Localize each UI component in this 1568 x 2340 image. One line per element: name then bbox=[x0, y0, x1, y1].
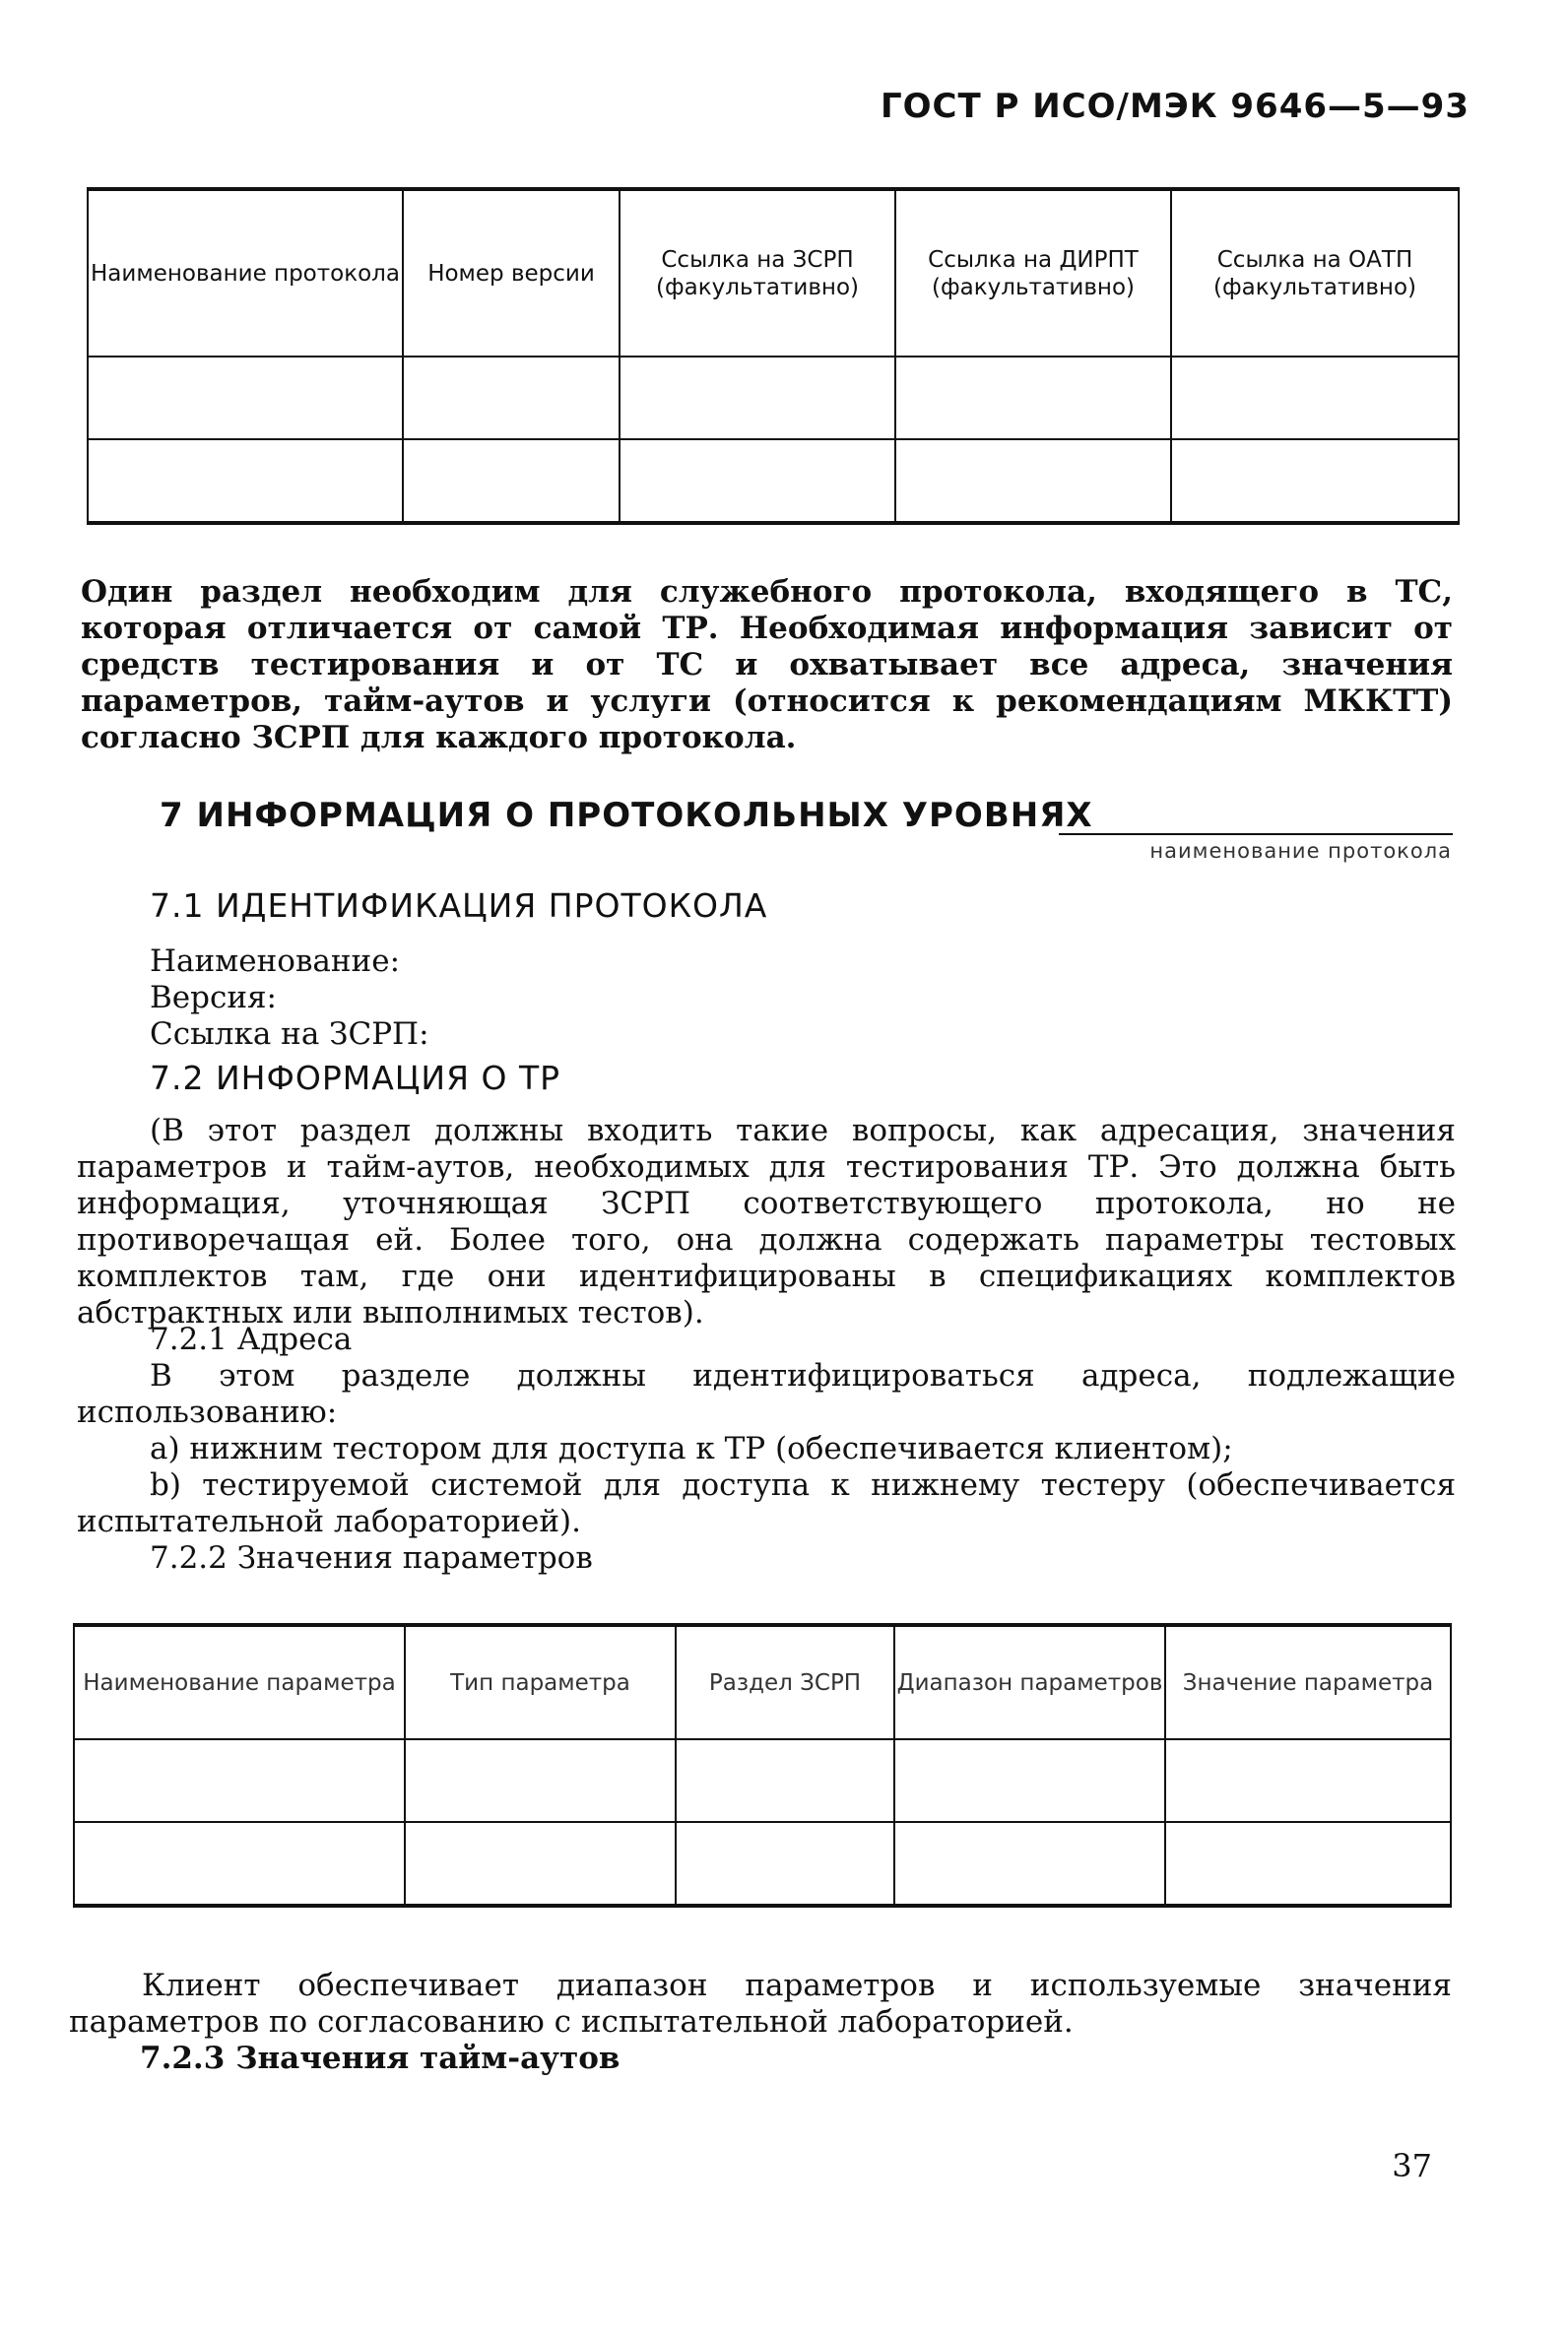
subsection-heading: 7.1 ИДЕНТИФИКАЦИЯ ПРОТОКОЛА bbox=[150, 886, 768, 925]
table-cell bbox=[676, 1739, 894, 1822]
subsection-heading: 7.2.1 Адреса bbox=[150, 1322, 353, 1357]
table-cell bbox=[74, 1739, 405, 1822]
subsection-heading: 7.2.2 Значения параметров bbox=[150, 1540, 593, 1576]
column-header: Наименование параметра bbox=[74, 1625, 405, 1739]
table-cell bbox=[1171, 357, 1459, 439]
table-row bbox=[88, 439, 1459, 523]
table-cell bbox=[405, 1739, 676, 1822]
paragraph: (В этот раздел должны входить такие вопросы, как адресация, значения параметров и тайм-аутов, необходимых для тестирования ТР. Это должна быть информация, уточняющая ЗСРП соответствующего протокола, но не противоречащая ей. Более того, она должна содержать параметры тестовых комплектов там, где они идентифицированы в спецификациях комплектов абстрактных или выполнимых тестов). bbox=[77, 1113, 1456, 1331]
column-header: Номер версии bbox=[403, 189, 620, 357]
column-header: Раздел ЗСРП bbox=[676, 1625, 894, 1739]
table-cell bbox=[88, 439, 403, 523]
subsection-heading: 7.2.3 Значения тайм-аутов bbox=[140, 2041, 621, 2076]
table-cell bbox=[74, 1822, 405, 1906]
underline-field bbox=[1059, 833, 1453, 835]
table-cell bbox=[894, 1739, 1165, 1822]
paragraph: Один раздел необходим для служебного протокола, входящего в ТС, которая отличается от самой ТР. Необходимая информация зависит от средств тестирования и от ТС и охватывает все адреса, значения параметров, тайм-аутов и услуги (относится к рекомендациям МККТТ) согласно ЗСРП для каждого протокола. bbox=[81, 574, 1453, 755]
table-cell bbox=[405, 1822, 676, 1906]
table-cell bbox=[620, 357, 895, 439]
field-label: Ссылка на ЗСРП: bbox=[150, 1016, 429, 1052]
table-cell bbox=[1165, 1739, 1451, 1822]
column-header: Тип параметра bbox=[405, 1625, 676, 1739]
column-header: Ссылка на ДИРПТ (факультативно) bbox=[895, 189, 1171, 357]
subsection-heading: 7.2 ИНФОРМАЦИЯ О ТР bbox=[150, 1059, 561, 1097]
column-header: Значение параметра bbox=[1165, 1625, 1451, 1739]
field-caption: наименование протокола bbox=[1149, 839, 1452, 863]
document-header: ГОСТ Р ИСО/МЭК 9646—5—93 bbox=[880, 87, 1470, 126]
list-item: а) нижним тестором для доступа к ТР (обеспечивается клиентом); bbox=[150, 1431, 1233, 1466]
table-header-row bbox=[88, 189, 1459, 357]
paragraph: Клиент обеспечивает диапазон параметров и используемые значения параметров по согласованию с испытательной лабораторией. bbox=[69, 1968, 1452, 2040]
table-row bbox=[74, 1822, 1451, 1906]
table-cell bbox=[88, 357, 403, 439]
paragraph: В этом разделе должны идентифицироваться адреса, подлежащие использованию: bbox=[77, 1358, 1456, 1430]
parameter-table bbox=[73, 1623, 1452, 1908]
table-cell bbox=[620, 439, 895, 523]
page-number: 37 bbox=[1392, 2147, 1432, 2184]
table-cell bbox=[403, 357, 620, 439]
table-cell bbox=[403, 439, 620, 523]
column-header: Диапазон параметров bbox=[894, 1625, 1165, 1739]
field-label: Версия: bbox=[150, 980, 277, 1015]
table-header-row bbox=[74, 1625, 1451, 1739]
table-cell bbox=[1165, 1822, 1451, 1906]
table-row bbox=[88, 357, 1459, 439]
table-cell bbox=[895, 439, 1171, 523]
field-label: Наименование: bbox=[150, 943, 401, 979]
protocol-table bbox=[87, 187, 1460, 525]
table-cell bbox=[895, 357, 1171, 439]
column-header: Ссылка на ЗСРП (факультативно) bbox=[620, 189, 895, 357]
table-cell bbox=[1171, 439, 1459, 523]
table-cell bbox=[894, 1822, 1165, 1906]
table-row bbox=[74, 1739, 1451, 1822]
list-item: b) тестируемой системой для доступа к нижнему тестеру (обеспечивается испытательной лабораторией). bbox=[77, 1467, 1456, 1539]
column-header: Ссылка на ОАТП (факультативно) bbox=[1171, 189, 1459, 357]
column-header: Наименование протокола bbox=[88, 189, 403, 357]
table-cell bbox=[676, 1822, 894, 1906]
section-heading: 7 ИНФОРМАЦИЯ О ПРОТОКОЛЬНЫХ УРОВНЯХ bbox=[160, 796, 1093, 835]
